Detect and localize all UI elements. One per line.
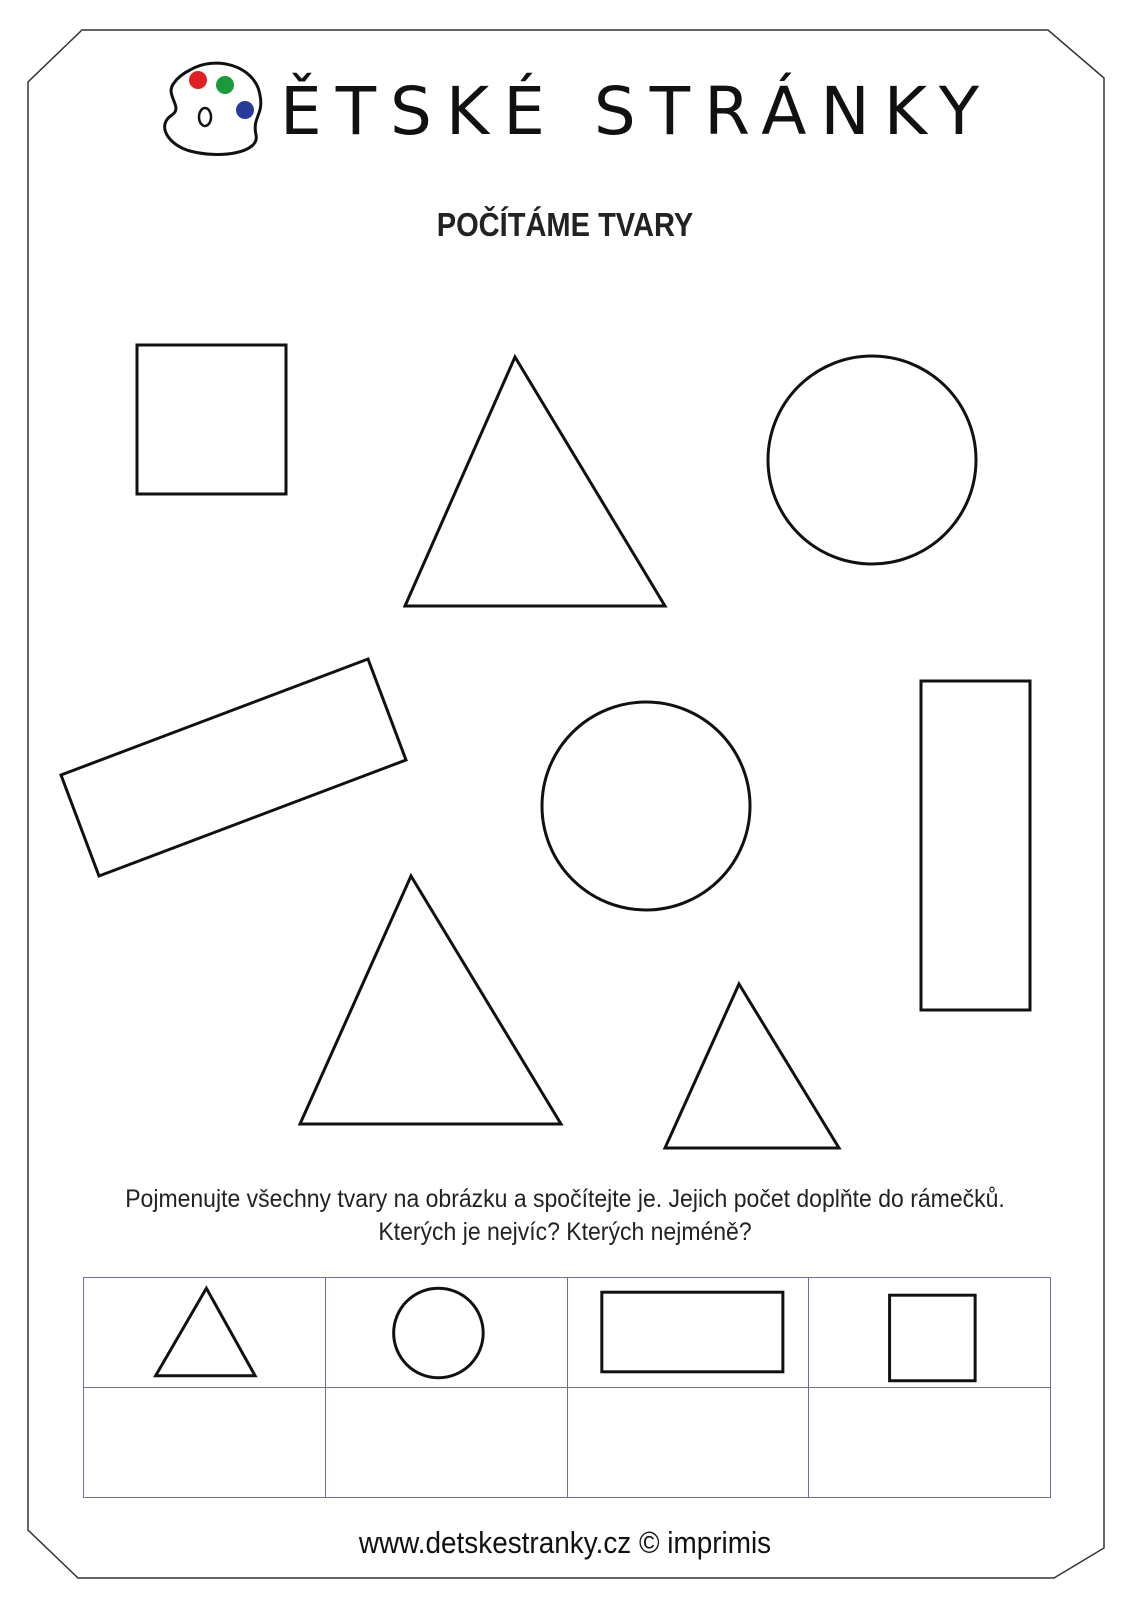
answer-box-rectangle[interactable] [567, 1388, 809, 1498]
circle-icon [326, 1278, 567, 1387]
count-cell-square [809, 1278, 1051, 1388]
footer-url: www.detskestranky.cz © imprimis [358, 1525, 772, 1560]
circle-icon [542, 702, 750, 910]
count-cell-rectangle [567, 1278, 809, 1388]
instructions-line-2: Kterých je nejvíc? Kterých nejméně? [378, 1218, 752, 1246]
triangle-icon [84, 1278, 325, 1387]
rectangle-icon [61, 659, 406, 876]
count-cell-triangle [84, 1278, 326, 1388]
instructions [100, 1183, 1029, 1249]
circle-icon [768, 356, 976, 564]
answer-box-triangle[interactable] [84, 1388, 326, 1498]
instructions-line-1: Pojmenujte všechny tvary na obrázku a spočítejte je. Jejich počet doplňte do rámečků. [125, 1185, 1005, 1213]
triangle-icon [665, 984, 839, 1148]
triangle-icon [405, 357, 665, 606]
count-cell-circle [325, 1278, 567, 1388]
rectangle-icon [921, 681, 1030, 1010]
answer-box-square[interactable] [809, 1388, 1051, 1498]
count-table [83, 1277, 1051, 1498]
square-icon [137, 345, 286, 494]
square-icon [809, 1278, 1050, 1387]
rectangle-icon [568, 1278, 809, 1387]
brand-name: ĚTSKÉ STRÁNKY [280, 73, 994, 150]
triangle-icon [300, 876, 561, 1124]
page-title: POČÍTÁME TVARY [436, 206, 694, 243]
answer-box-circle[interactable] [325, 1388, 567, 1498]
count-table-icon-row [84, 1278, 1051, 1388]
count-table-answer-row [84, 1388, 1051, 1498]
